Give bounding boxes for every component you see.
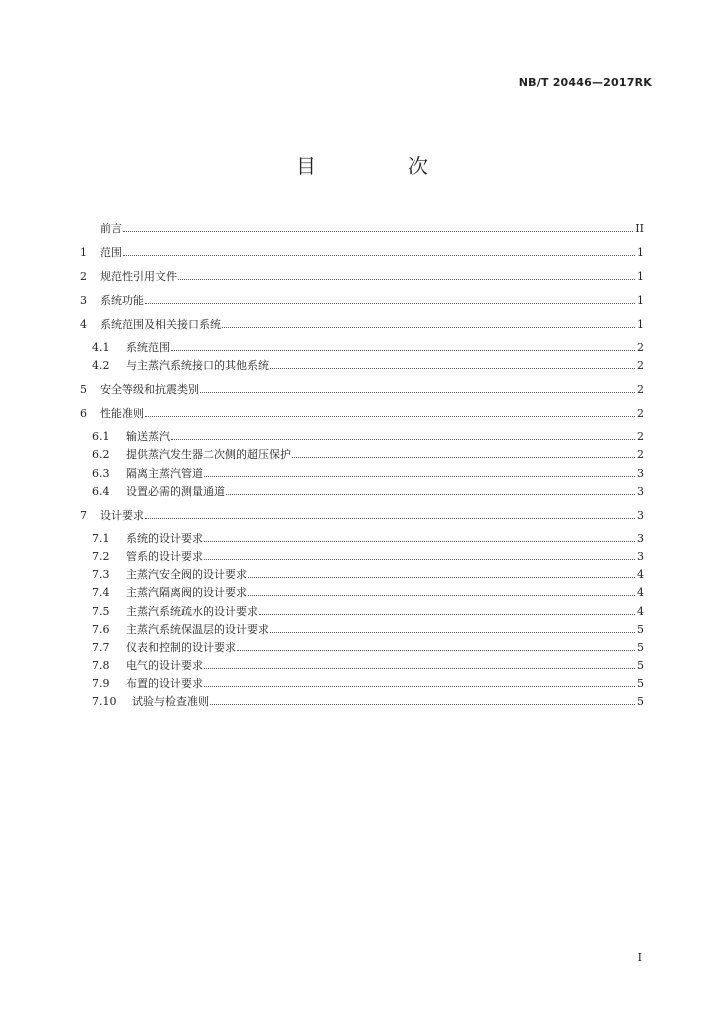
dot-leader <box>270 368 635 369</box>
toc-entry[interactable] <box>80 307 644 331</box>
toc-entry-label: 设计要求 <box>100 508 144 522</box>
toc-entry-number: 4.2 <box>92 359 110 373</box>
toc-entry-label: 系统功能 <box>100 294 144 307</box>
dot-leader <box>145 416 635 417</box>
toc-entry-page: 4 <box>637 586 644 600</box>
toc-entry[interactable] <box>80 690 644 708</box>
dot-leader <box>204 476 635 477</box>
toc-entry-label: 范围 <box>100 246 122 259</box>
toc-entry[interactable] <box>80 354 644 372</box>
toc-entry-page: 3 <box>637 484 644 498</box>
toc-entry-page: 2 <box>637 448 644 462</box>
toc-entry[interactable] <box>80 498 644 522</box>
toc-entry-number: 5 <box>80 383 87 397</box>
toc-entry-number: 1 <box>80 246 87 259</box>
toc-entry-number: 7.8 <box>92 659 110 673</box>
dot-leader <box>237 650 635 651</box>
toc-entry-label: 设置必需的测量通道 <box>126 484 225 498</box>
toc-entry-number: 6.2 <box>92 448 110 462</box>
dot-leader <box>270 632 635 633</box>
toc-entry-number: 6.1 <box>92 430 110 444</box>
dot-leader <box>171 350 635 351</box>
toc-entry-page: 5 <box>637 640 644 654</box>
toc-entry-label: 隔离主蒸汽管道 <box>126 466 203 480</box>
toc-entry[interactable] <box>80 211 644 235</box>
toc-entry-number: 7 <box>80 508 87 522</box>
toc-entry-number: 2 <box>80 270 87 283</box>
toc-entry-label: 主蒸汽隔离阀的设计要求 <box>126 586 247 600</box>
toc-entry-number: 7.3 <box>92 568 110 582</box>
toc-entry[interactable] <box>80 396 644 420</box>
dot-leader <box>222 327 635 328</box>
toc-entry[interactable] <box>80 563 644 581</box>
toc-entry-number: 4 <box>80 318 87 331</box>
toc-entry-label: 系统的设计要求 <box>126 531 203 545</box>
dot-leader <box>292 457 635 458</box>
toc-entry-label: 主蒸汽系统疏水的设计要求 <box>126 604 258 618</box>
toc-entry-label: 规范性引用文件 <box>100 270 177 283</box>
toc-entry-number: 7.5 <box>92 604 110 618</box>
toc-entry-page: 4 <box>637 604 644 618</box>
toc-entry-page: 1 <box>637 318 644 331</box>
toc-entry-label: 系统范围 <box>126 341 170 354</box>
toc-entry[interactable] <box>80 618 644 636</box>
toc-entry[interactable] <box>80 331 644 354</box>
dot-leader <box>123 231 633 232</box>
dot-leader <box>145 303 635 304</box>
toc-entry-number: 7.7 <box>92 640 110 654</box>
toc-entry[interactable] <box>80 672 644 690</box>
dot-leader <box>204 541 635 542</box>
dot-leader <box>204 559 635 560</box>
toc-entry-page: 2 <box>637 430 644 444</box>
toc-entry-label: 仪表和控制的设计要求 <box>126 640 236 654</box>
toc-entry[interactable] <box>80 522 644 545</box>
toc-entry-label: 主蒸汽安全阀的设计要求 <box>126 568 247 582</box>
toc-entry-label: 安全等级和抗震类别 <box>100 383 199 397</box>
toc-entry-number: 7.1 <box>92 531 110 545</box>
toc-entry-page: 3 <box>637 466 644 480</box>
toc-entry[interactable] <box>80 545 644 563</box>
toc-entry-number: 6.4 <box>92 484 110 498</box>
dot-leader <box>178 279 635 280</box>
toc-entry-number: 6 <box>80 407 87 421</box>
dot-leader <box>210 704 635 705</box>
toc-entry[interactable] <box>80 259 644 283</box>
toc-entry-label: 系统范围及相关接口系统 <box>100 318 221 331</box>
toc-entry[interactable] <box>80 654 644 672</box>
toc-entry-page: 2 <box>637 341 644 354</box>
toc-entry-page: 3 <box>637 549 644 563</box>
toc-entry-page: 5 <box>637 677 644 691</box>
dot-leader <box>226 494 635 495</box>
toc-entry-label: 提供蒸汽发生器二次侧的超压保护 <box>126 448 291 462</box>
toc-entry-number: 7.2 <box>92 549 110 563</box>
toc-entry[interactable] <box>80 461 644 479</box>
toc-entry-page: 2 <box>637 359 644 373</box>
toc-entry[interactable] <box>80 480 644 498</box>
dot-leader <box>248 595 635 596</box>
toc-entry-label: 性能准则 <box>100 407 144 421</box>
toc-entry-page: 5 <box>637 622 644 636</box>
toc-entry-page: 1 <box>637 294 644 307</box>
toc-entry-page: 4 <box>637 568 644 582</box>
toc-entry-number: 7.10 <box>92 695 117 709</box>
page-title: 目 次 <box>296 154 464 178</box>
toc-entry[interactable] <box>80 599 644 617</box>
toc-entry-page: 5 <box>637 659 644 673</box>
toc-entry[interactable] <box>80 372 644 396</box>
toc-entry-number: 4.1 <box>92 341 110 354</box>
toc-entry[interactable] <box>80 636 644 654</box>
toc-entry-number: 3 <box>80 294 87 307</box>
dot-leader <box>200 392 635 393</box>
toc-entry-page: 2 <box>637 383 644 397</box>
toc-entry-label: 与主蒸汽系统接口的其他系统 <box>126 359 269 373</box>
dot-leader <box>171 439 635 440</box>
toc-entry[interactable] <box>80 283 644 307</box>
toc-entry[interactable] <box>80 235 644 259</box>
toc-entry-label: 前言 <box>100 222 122 235</box>
toc-entry-page: 3 <box>637 531 644 545</box>
toc-entry-page: 2 <box>637 407 644 421</box>
toc-entry[interactable] <box>80 420 644 443</box>
toc-entry-page: II <box>635 222 644 235</box>
toc-entry[interactable] <box>80 581 644 599</box>
toc-entry-page: 1 <box>637 246 644 259</box>
toc-entry-number: 7.6 <box>92 622 110 636</box>
toc-entry-number: 7.9 <box>92 677 110 691</box>
dot-leader <box>259 614 635 615</box>
toc-entry-page: 3 <box>637 508 644 522</box>
toc-entry-label: 管系的设计要求 <box>126 549 203 563</box>
toc-entry-page: 5 <box>637 695 644 709</box>
page-number: I <box>637 951 642 964</box>
dot-leader <box>204 668 635 669</box>
toc-entry-number: 6.3 <box>92 466 110 480</box>
toc-entry-number: 7.4 <box>92 586 110 600</box>
table-of-contents <box>80 211 644 708</box>
toc-entry-label: 布置的设计要求 <box>126 677 203 691</box>
dot-leader <box>145 518 635 519</box>
toc-entry-label: 电气的设计要求 <box>126 659 203 673</box>
dot-leader <box>204 686 635 687</box>
dot-leader <box>248 577 635 578</box>
toc-entry[interactable] <box>80 443 644 461</box>
toc-entry-label: 输送蒸汽 <box>126 430 170 444</box>
dot-leader <box>123 255 635 256</box>
document-code: NB/T 20446—2017RK <box>518 76 652 89</box>
toc-entry-page: 1 <box>637 270 644 283</box>
toc-entry-label: 主蒸汽系统保温层的设计要求 <box>126 622 269 636</box>
toc-entry-label: 试验与检查准则 <box>132 695 209 709</box>
